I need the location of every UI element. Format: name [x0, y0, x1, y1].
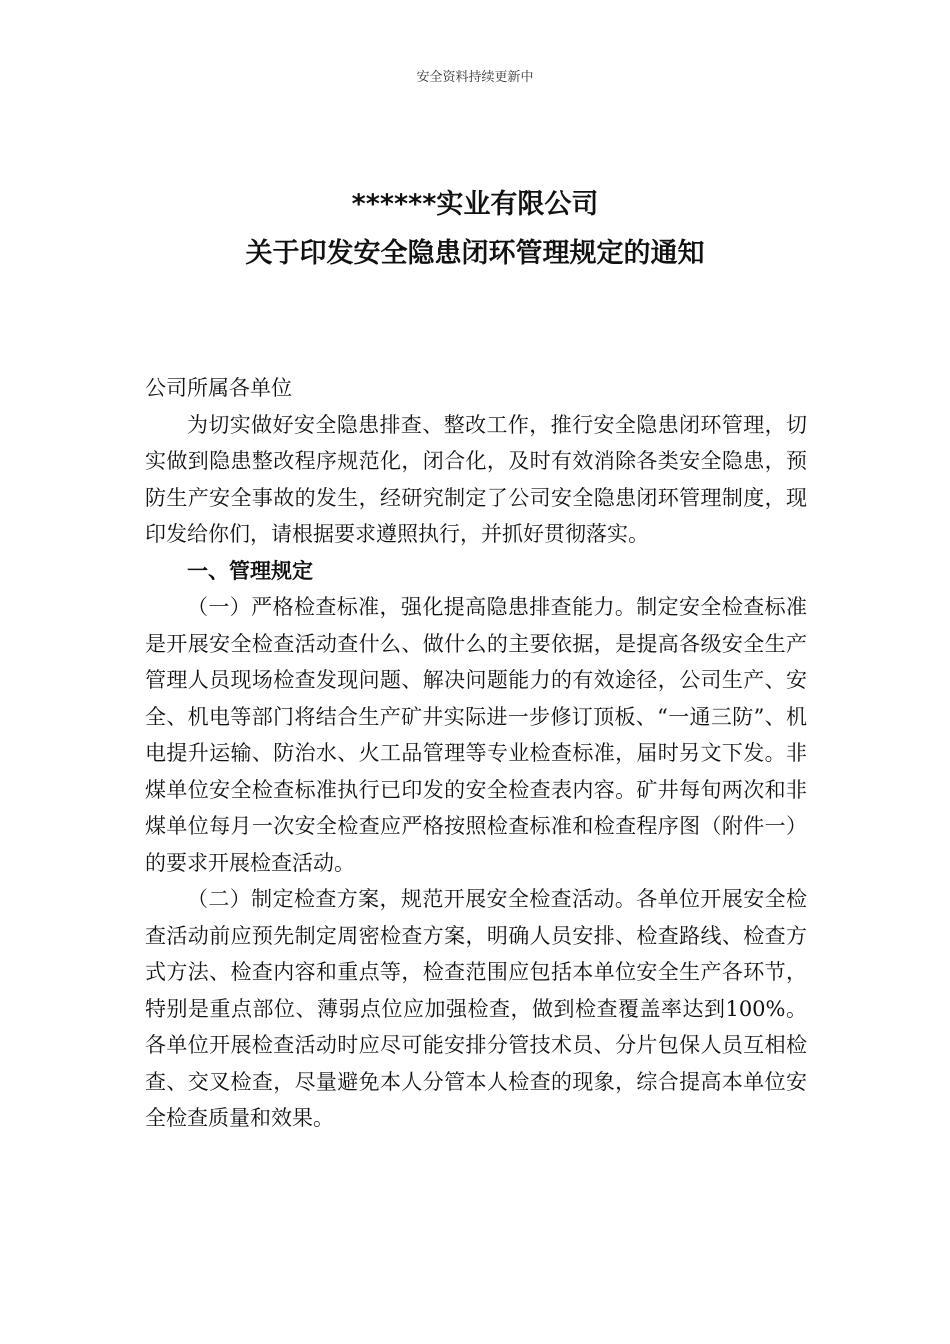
rule-lead-2: （二）制定检查方案，规范开展安全检查活动。 — [187, 887, 637, 911]
document-body — [145, 370, 807, 1137]
rule-paragraph-2 — [145, 881, 807, 1137]
document-title-line2: 关于印发安全隐患闭环管理规定的通知 — [245, 238, 705, 269]
rule-lead-1: （一）严格检查标准，强化提高隐患排查能力。 — [187, 595, 637, 619]
rule-paragraph-1 — [145, 589, 807, 881]
document-title-line1: ******实业有限公司 — [351, 189, 599, 220]
rule-body-1: 制定安全检查标准是开展安全检查活动查什么、做什么的主要依据，是提高各级安全生产管理人员现场检查发现问题、解决问题能力的有效途径，公司生产、安全、机电等部门将结合生产矿井实际进一步修订顶板、“一通三防”、机电提升运输、防治水、火工品管理等专业检查标准，届时另文下发。非煤单位安全检查标准执行已印发的安全检查表内容。矿井每旬两次和非煤单位每月一次安全检查应严格按照检查标准和检查程序图（附件一）的要求开展检查活动。 — [145, 595, 807, 875]
intro-paragraph: 为切实做好安全隐患排查、整改工作，推行安全隐患闭环管理，切实做到隐患整改程序规范化，闭合化，及时有效消除各类安全隐患，预防生产安全事故的发生，经研究制定了公司安全隐患闭环管理制度，现印发给你们，请根据要求遵照执行，并抓好贯彻落实。 — [145, 412, 807, 546]
salutation: 公司所属各单位 — [145, 376, 292, 400]
header-note: 安全资料持续更新中 — [416, 70, 534, 85]
rule-body-2: 各单位开展安全检查活动前应预先制定周密检查方案，明确人员安排、检查路线、检查方式方法、检查内容和重点等，检查范围应包括本单位安全生产各环节，特别是重点部位、薄弱点位应加强检查，做到检查覆盖率达到100%。各单位开展检查活动时应尽可能安排分管技术员、分片包保人员互相检查、交叉检查，尽量避免本人分管本人检查的现象，综合提高本单位安全检查质量和效果。 — [145, 887, 807, 1130]
section-heading-management-rules: 一、管理规定 — [187, 558, 313, 583]
